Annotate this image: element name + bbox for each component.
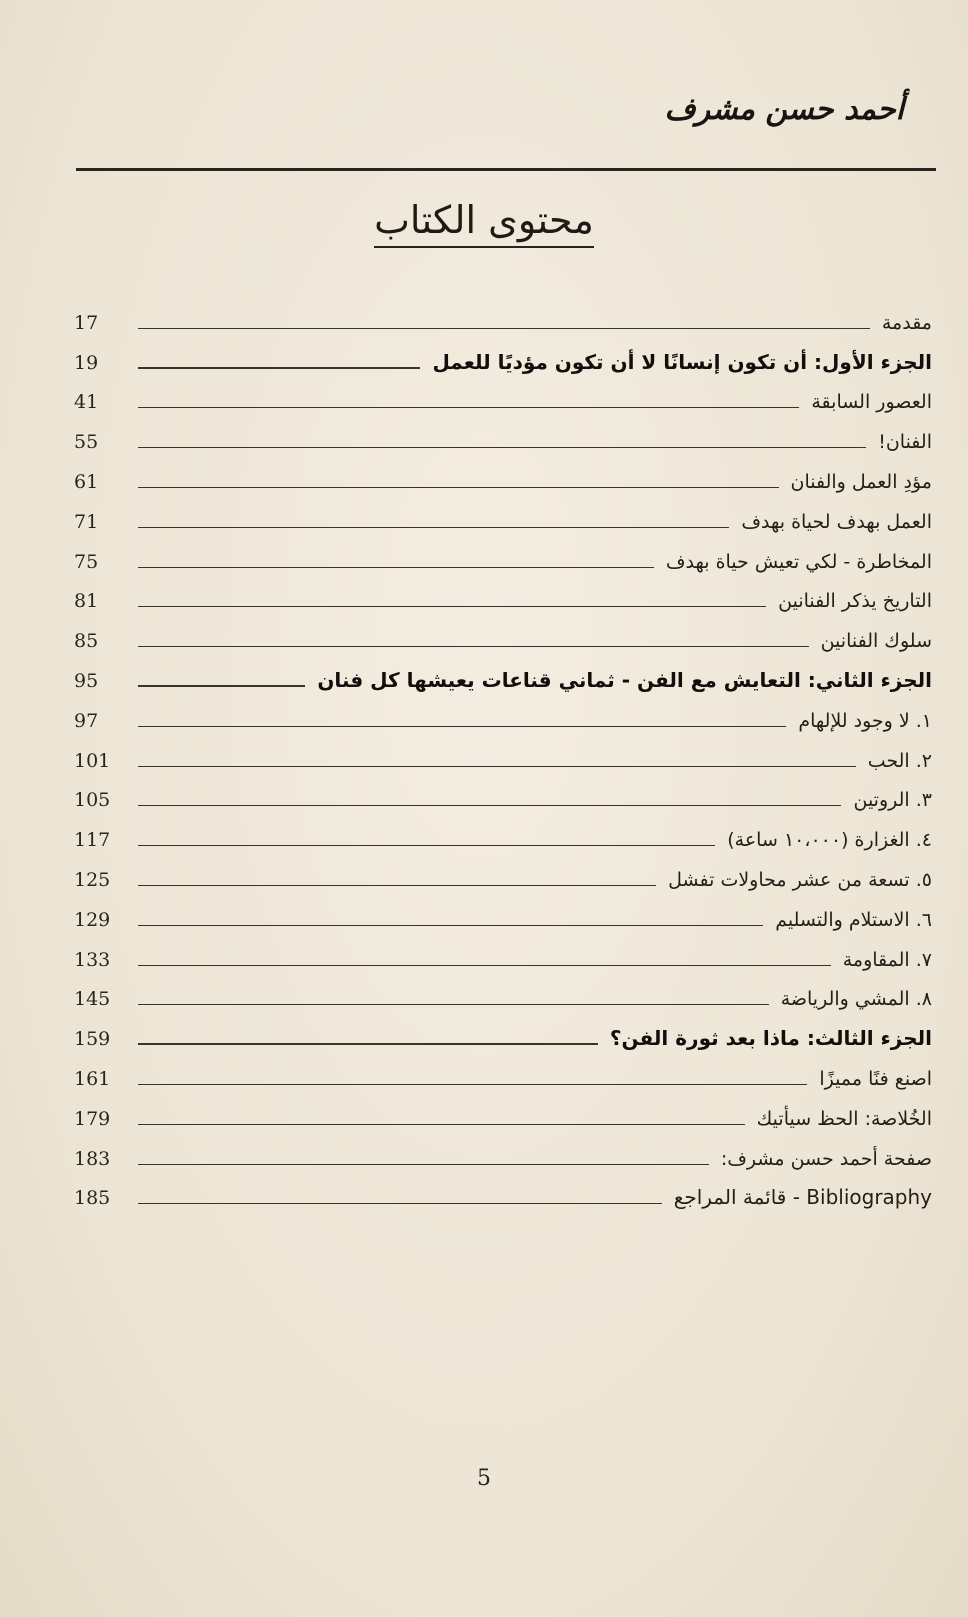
toc-entry [74,539,932,579]
toc-entry [74,977,932,1017]
toc-leader-line [138,447,866,448]
toc-entry-page: 183 [74,1147,111,1170]
toc-leader-line [138,1203,662,1204]
toc-leader-line [138,487,779,488]
toc-entry-page: 161 [74,1067,111,1090]
toc-entry-page: 185 [74,1187,111,1210]
toc-entry [74,698,932,738]
toc-entry-label: ٢. الحب [867,749,932,772]
toc-leader-line [138,885,656,886]
toc-entry-page: 41 [74,391,99,414]
toc-entry [74,1096,932,1136]
toc-leader-line [138,1004,769,1005]
toc-entry-label: سلوك الفنانين [820,630,932,653]
toc-entry-label: مؤدِ العمل والفنان [790,470,932,493]
toc-entry-label: الجزء الثاني: التعايش مع الفن - ثماني قناعات يعيشها كل فنان [317,667,932,692]
page-number: 5 [477,1466,491,1491]
toc-entry-label: الخُلاصة: الحظ سيأتيك [756,1107,932,1130]
toc-leader-line [138,367,420,369]
toc-entry-label: الفنان! [878,431,932,454]
toc-entry [74,937,932,977]
toc-entry-label: التاريخ يذكر الفنانين [778,590,932,613]
toc-entry-page: 117 [74,829,111,852]
toc-leader-line [138,567,654,568]
toc-leader-line [138,1164,709,1165]
toc-entry [74,778,932,818]
toc-entry [74,658,932,698]
toc-entry [74,499,932,539]
toc-entry [74,579,932,619]
toc-leader-line [138,925,763,926]
toc-entry-label: صفحة أحمد حسن مشرف: [720,1147,932,1170]
toc-entry [74,738,932,778]
toc-leader-line [138,407,799,408]
toc-entry-page: 55 [74,431,99,454]
toc-entry-page: 17 [74,311,99,334]
toc-entry-page: 159 [74,1028,111,1051]
toc-entry-page: 19 [74,351,99,374]
toc-entry-label: Bibliography - قائمة المراجع [673,1185,932,1210]
toc-entry-page: 125 [74,868,111,891]
toc-leader-line [138,1124,745,1125]
toc-entry [74,459,932,499]
toc-leader-line [138,1084,807,1085]
toc-leader-line [138,965,831,966]
toc-entry [74,419,932,459]
toc-entry-label: المخاطرة - لكي تعيش حياة بهدف [665,550,932,573]
toc-entry-page: 129 [74,908,111,931]
toc-entry [74,1016,932,1056]
toc-entry-page: 101 [74,749,111,772]
toc-entry [74,380,932,420]
toc-entry-page: 81 [74,590,99,613]
toc-entry-label: الجزء الأول: أن تكون إنسانًا لا أن تكون مؤديًا للعمل [432,349,932,374]
toc-entry-page: 75 [74,550,99,573]
toc-entry-label: ١. لا وجود للإلهام [798,709,932,732]
toc-entry-label: ٦. الاستلام والتسليم [775,908,932,931]
toc-entry-page: 85 [74,630,99,653]
toc-leader-line [138,845,715,846]
toc-leader-line [138,527,729,528]
toc-title [0,198,968,242]
toc-entry [74,817,932,857]
toc-entry-label: العمل بهدف لحياة بهدف [741,510,932,533]
toc-leader-line [138,1043,598,1045]
toc-leader-line [138,685,305,687]
toc-entry [74,1056,932,1096]
toc-entry [74,1176,932,1216]
toc-entry-label: اصنع فنًا مميزًا [819,1067,932,1090]
toc-entry-label: الجزء الثالث: ماذا بعد ثورة الفن؟ [609,1026,932,1051]
toc-entry-label: ٨. المشي والرياضة [780,988,932,1011]
toc-entry-label: ٤. الغزارة (١٠،٠٠٠ ساعة) [727,829,932,852]
toc-entry [74,340,932,380]
toc-leader-line [138,766,856,767]
header-rule [76,168,936,171]
toc-entry-page: 105 [74,789,111,812]
toc-leader-line [138,805,841,806]
toc-entry [74,897,932,937]
toc-entry [74,1136,932,1176]
table-of-contents [74,300,932,1215]
toc-entry-page: 61 [74,470,99,493]
running-head-author: أحمد حسن مشرف [664,92,904,127]
toc-leader-line [138,726,786,727]
toc-entry-label: العصور السابقة [811,391,932,414]
toc-entry-label: ٣. الروتين [853,789,932,812]
toc-leader-line [138,646,809,647]
toc-entry-label: مقدمة [881,311,932,334]
toc-entry-page: 71 [74,510,99,533]
toc-entry-page: 145 [74,988,111,1011]
toc-leader-line [138,606,766,607]
toc-leader-line [138,328,870,329]
toc-entry [74,618,932,658]
toc-entry-page: 97 [74,709,99,732]
toc-title-text: محتوى الكتاب [374,198,594,248]
toc-entry-page: 95 [74,669,99,692]
toc-entry-page: 133 [74,948,111,971]
toc-entry [74,300,932,340]
toc-entry-label: ٧. المقاومة [842,948,932,971]
toc-entry [74,857,932,897]
toc-entry-page: 179 [74,1107,111,1130]
toc-entry-label: ٥. تسعة من عشر محاولات تفشل [668,868,932,891]
